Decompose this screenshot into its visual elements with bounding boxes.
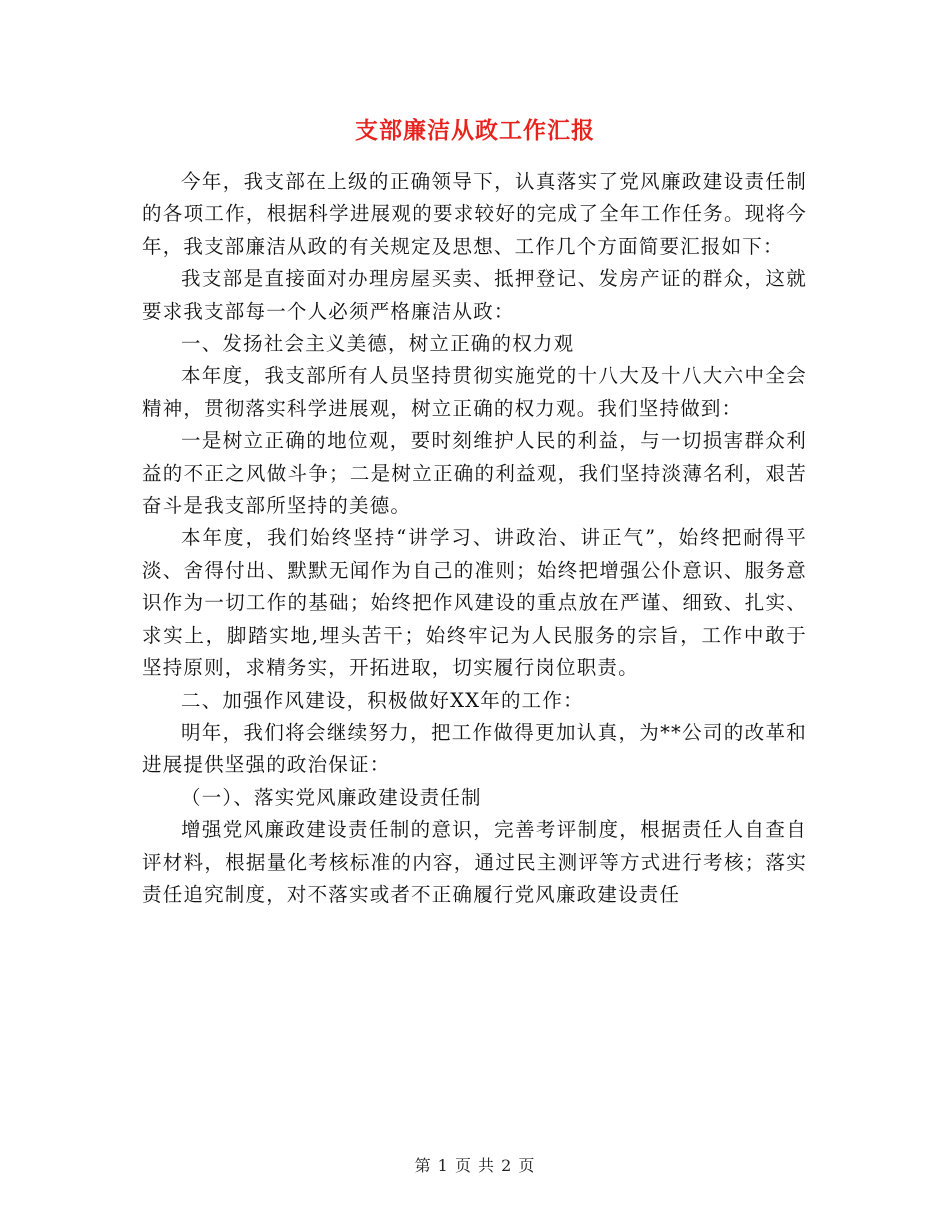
document-body bbox=[142, 166, 807, 911]
paragraph: 本年度，我支部所有人员坚持贯彻实施党的十八大及十八大六中全会精神，贯彻落实科学进展观，树立正确的权力观。我们坚持做到： bbox=[142, 364, 807, 420]
section-heading: 一、发扬社会主义美德，树立正确的权力观 bbox=[181, 332, 575, 356]
document-title: 支部廉洁从政工作汇报 bbox=[355, 117, 595, 144]
paragraph: 本年度，我们始终坚持“讲学习、讲政治、讲正气”，始终把耐得平淡、舍得付出、默默无闻作为自己的准则；始终把增强公仆意识、服务意识作为一切工作的基础；始终把作风建设的重点放在严谨、细致、扎实、求实上，脚踏实地,埋头苦干；始终牢记为人民服务的宗旨，工作中敢于坚持原则，求精务实，开拓进取，切实履行岗位职责。 bbox=[142, 526, 807, 680]
section-heading: 二、加强作风建设，积极做好XX年的工作： bbox=[181, 688, 584, 712]
paragraph: 我支部是直接面对办理房屋买卖、抵押登记、发房产证的群众，这就要求我支部每一个人必须严格廉洁从政： bbox=[142, 267, 807, 323]
paragraph: 今年，我支部在上级的正确领导下，认真落实了党风廉政建设责任制的各项工作，根据科学进展观的要求较好的完成了全年工作任务。现将今年，我支部廉洁从政的有关规定及思想、工作几个方面简要汇报如下： bbox=[142, 170, 807, 258]
paragraph: 增强党风廉政建设责任制的意识，完善考评制度，根据责任人自查自评材料，根据量化考核标准的内容，通过民主测评等方式进行考核；落实责任追究制度，对不落实或者不正确履行党风廉政建设责任 bbox=[142, 818, 807, 906]
paragraph: 明年，我们将会继续努力，把工作做得更加认真，为**公司的改革和进展提供坚强的政治保证： bbox=[142, 720, 807, 777]
page-footer: 第 1 页 共 2 页 bbox=[414, 1156, 536, 1175]
subsection-heading: （一）、落实党风廉政建设责任制 bbox=[181, 785, 482, 809]
paragraph: 一是树立正确的地位观，要时刻维护人民的利益，与一切损害群众利益的不正之风做斗争；二是树立正确的利益观，我们坚持淡薄名利，艰苦奋斗是我支部所坚持的美德。 bbox=[142, 429, 807, 518]
